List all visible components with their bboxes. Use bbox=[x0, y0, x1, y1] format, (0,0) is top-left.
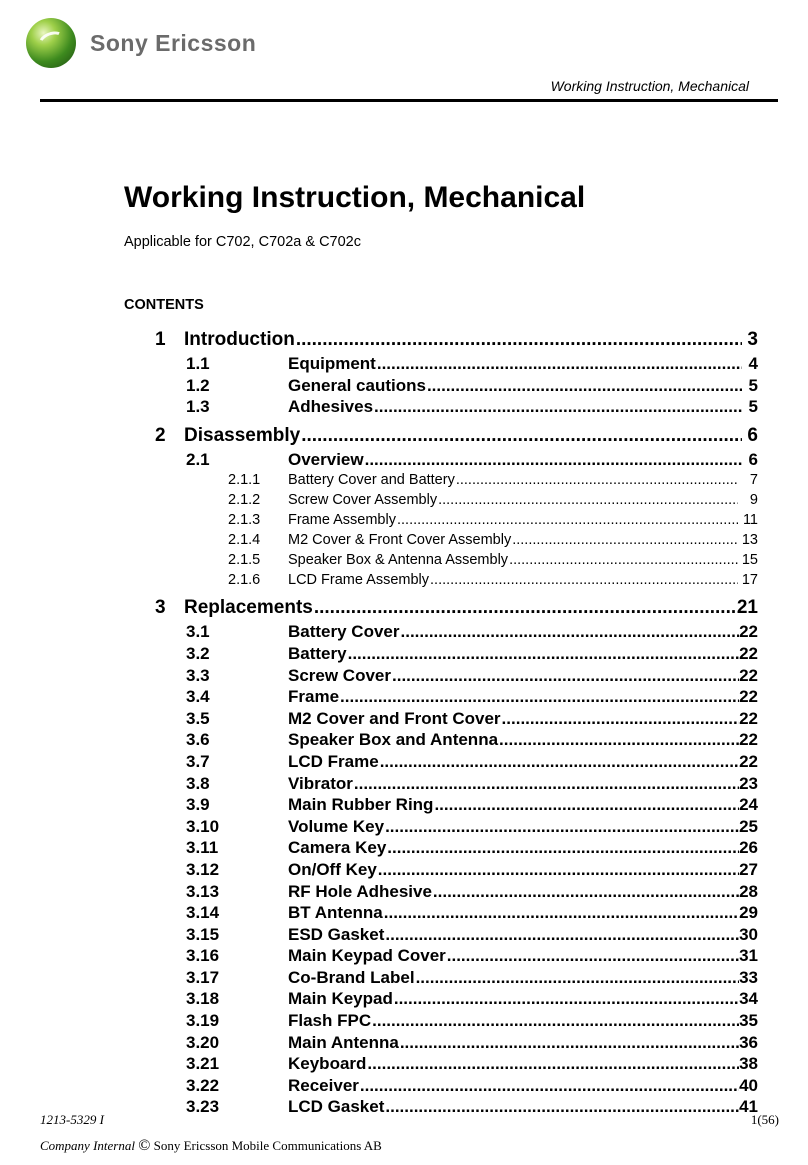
toc-entry-number: 1.1 bbox=[186, 354, 210, 373]
toc-entry-title: Overview bbox=[288, 449, 364, 469]
toc-entry-number: 3.22 bbox=[186, 1075, 220, 1095]
toc-entry-title-with-leader bbox=[288, 354, 742, 374]
toc-entry[interactable] bbox=[150, 902, 758, 924]
toc-entry[interactable] bbox=[150, 510, 758, 530]
toc-entry[interactable] bbox=[150, 449, 758, 471]
toc-entry[interactable] bbox=[150, 396, 758, 418]
toc-dot-leader bbox=[512, 532, 738, 548]
toc-entry-title-with-leader bbox=[288, 968, 742, 988]
toc-entry-page: 22 bbox=[739, 622, 758, 642]
toc-entry-page: 35 bbox=[739, 1011, 758, 1031]
toc-entry[interactable] bbox=[150, 924, 758, 946]
toc-entry-title: Battery Cover bbox=[288, 622, 400, 642]
toc-dot-leader bbox=[367, 1054, 742, 1074]
toc-entry-title: Volume Key bbox=[288, 816, 385, 836]
toc-entry-title: Main Rubber Ring bbox=[288, 795, 434, 815]
toc-dot-leader bbox=[400, 1033, 742, 1053]
toc-dot-leader bbox=[509, 552, 738, 568]
toc-entry[interactable] bbox=[150, 794, 758, 816]
toc-entry[interactable] bbox=[150, 530, 758, 550]
toc-entry-number: 3.12 bbox=[186, 859, 220, 879]
toc-entry-page: 6 bbox=[747, 424, 758, 446]
toc-entry[interactable] bbox=[150, 1075, 758, 1097]
toc-entry-page: 6 bbox=[748, 449, 758, 469]
toc-entry-title: Screw Cover Assembly bbox=[288, 492, 438, 509]
toc-entry-number: 3.8 bbox=[186, 773, 210, 793]
toc-dot-leader bbox=[377, 354, 742, 374]
toc-entry-title-with-leader bbox=[288, 376, 742, 396]
toc-entry-title: Screw Cover bbox=[288, 665, 391, 685]
toc-entry-page: 22 bbox=[739, 687, 758, 707]
toc-dot-leader bbox=[397, 512, 738, 528]
running-header-title: Working Instruction, Mechanical bbox=[550, 78, 749, 94]
toc-entry[interactable] bbox=[150, 967, 758, 989]
toc-entry-number: 3.20 bbox=[186, 1032, 220, 1052]
toc-entry-page: 13 bbox=[741, 532, 758, 549]
toc-entry-title: Battery Cover and Battery bbox=[288, 472, 455, 489]
toc-entry[interactable] bbox=[150, 353, 758, 375]
toc-entry-title: Receiver bbox=[288, 1075, 359, 1095]
toc-dot-leader bbox=[384, 903, 742, 923]
toc-entry-title: LCD Frame Assembly bbox=[288, 572, 430, 589]
toc-dot-leader bbox=[438, 492, 738, 508]
toc-entry-title: Replacements bbox=[184, 597, 313, 619]
toc-entry-page: 22 bbox=[739, 643, 758, 663]
toc-entry-number: 3.4 bbox=[186, 687, 210, 707]
toc-entry-title: Introduction bbox=[184, 329, 295, 350]
toc-entry-title: Main Keypad Cover bbox=[288, 946, 446, 966]
toc-dot-leader bbox=[430, 572, 738, 588]
toc-entry-title-with-leader bbox=[184, 597, 742, 619]
toc-entry-number: 3.3 bbox=[186, 665, 210, 685]
toc-entry-title-with-leader bbox=[288, 1076, 742, 1096]
toc-dot-leader bbox=[433, 882, 742, 902]
toc-entry-title-with-leader bbox=[184, 329, 742, 351]
toc-dot-leader bbox=[340, 687, 742, 707]
toc-entry-page: 22 bbox=[739, 751, 758, 771]
toc-entry-title: BT Antenna bbox=[288, 903, 383, 923]
toc-entry-title-with-leader bbox=[288, 838, 742, 858]
toc-entry[interactable] bbox=[150, 594, 758, 621]
toc-entry-title: LCD Frame bbox=[288, 751, 379, 771]
toc-dot-leader bbox=[380, 752, 742, 772]
toc-entry[interactable] bbox=[150, 550, 758, 570]
toc-dot-leader bbox=[502, 709, 742, 729]
toc-entry-title: Main Keypad bbox=[288, 989, 393, 1009]
toc-entry-page: 11 bbox=[742, 512, 758, 529]
toc-dot-leader bbox=[394, 989, 742, 1009]
toc-entry-title-with-leader bbox=[184, 425, 742, 447]
toc-dot-leader bbox=[385, 1097, 742, 1117]
toc-entry-number: 3.2 bbox=[186, 643, 210, 663]
toc-entry-page: 23 bbox=[739, 773, 758, 793]
toc-entry[interactable] bbox=[150, 708, 758, 730]
toc-entry-page: 29 bbox=[739, 903, 758, 923]
toc-entry-title-with-leader bbox=[288, 795, 742, 815]
toc-entry-page: 4 bbox=[748, 354, 758, 373]
toc-dot-leader bbox=[401, 622, 743, 642]
toc-entry[interactable] bbox=[150, 881, 758, 903]
toc-entry[interactable] bbox=[150, 1010, 758, 1032]
toc-entry-number: 3.21 bbox=[186, 1054, 220, 1074]
toc-entry[interactable] bbox=[150, 859, 758, 881]
toc-entry-page: 30 bbox=[739, 924, 758, 944]
toc-entry-number: 3 bbox=[155, 597, 166, 619]
toc-entry-title: M2 Cover & Front Cover Assembly bbox=[288, 532, 512, 549]
toc-entry-title: Flash FPC bbox=[288, 1011, 372, 1031]
toc-entry[interactable] bbox=[150, 490, 758, 510]
toc-entry[interactable] bbox=[150, 470, 758, 490]
toc-entry-number: 1.3 bbox=[186, 397, 210, 417]
toc-entry-title-with-leader bbox=[288, 1097, 742, 1117]
toc-dot-leader bbox=[374, 397, 742, 417]
document-title: Working Instruction, Mechanical bbox=[124, 181, 586, 214]
toc-entry-number: 3.16 bbox=[186, 946, 220, 966]
toc-entry-page: 7 bbox=[749, 472, 758, 489]
toc-entry-page: 38 bbox=[739, 1054, 758, 1074]
toc-entry[interactable] bbox=[150, 686, 758, 708]
toc-entry[interactable] bbox=[150, 570, 758, 590]
toc-dot-leader bbox=[385, 817, 742, 837]
toc-entry-title-with-leader bbox=[288, 644, 742, 664]
toc-entry-number: 1 bbox=[155, 329, 166, 350]
toc-entry-title-with-leader bbox=[288, 1011, 742, 1031]
toc-entry-page: 17 bbox=[741, 572, 758, 589]
toc-entry[interactable] bbox=[150, 773, 758, 795]
contents-heading: CONTENTS bbox=[124, 297, 204, 313]
toc-entry-title: Equipment bbox=[288, 354, 376, 373]
toc-entry-title: Vibrator bbox=[288, 773, 353, 793]
toc-entry-title-with-leader bbox=[288, 860, 742, 880]
toc-dot-leader bbox=[499, 730, 742, 750]
toc-entry-title-with-leader bbox=[288, 492, 738, 508]
footer-company-line bbox=[40, 1137, 382, 1155]
toc-entry-title-with-leader bbox=[288, 666, 742, 686]
toc-entry-number: 3.10 bbox=[186, 816, 220, 836]
toc-entry-number: 3.7 bbox=[186, 751, 210, 771]
toc-entry-title-with-leader bbox=[288, 709, 742, 729]
toc-entry[interactable] bbox=[150, 837, 758, 859]
toc-entry-title: Keyboard bbox=[288, 1054, 367, 1074]
toc-entry-page: 22 bbox=[739, 730, 758, 750]
toc-dot-leader bbox=[296, 329, 742, 351]
toc-entry-number: 1.2 bbox=[186, 375, 210, 395]
toc-entry-page: 34 bbox=[739, 989, 758, 1009]
toc-dot-leader bbox=[447, 946, 742, 966]
toc-dot-leader bbox=[314, 597, 742, 619]
toc-entry-title: On/Off Key bbox=[288, 859, 377, 879]
toc-entry-title-with-leader bbox=[288, 903, 742, 923]
toc-entry-title: Disassembly bbox=[184, 424, 301, 446]
toc-entry-title-with-leader bbox=[288, 882, 742, 902]
toc-entry-title: General cautions bbox=[288, 375, 426, 395]
toc-entry-page: 26 bbox=[739, 838, 758, 858]
toc-entry[interactable] bbox=[150, 1096, 758, 1118]
toc-entry-title: Co-Brand Label bbox=[288, 967, 415, 987]
toc-entry-number: 2.1.2 bbox=[228, 492, 261, 509]
toc-entry-title-with-leader bbox=[288, 1033, 742, 1053]
toc-entry-title-with-leader bbox=[288, 817, 742, 837]
toc-entry-number: 3.23 bbox=[186, 1097, 220, 1117]
toc-entry-title: Frame bbox=[288, 687, 340, 707]
copyright-symbol: © bbox=[138, 1137, 151, 1154]
table-of-contents bbox=[150, 326, 758, 1118]
toc-entry-page: 21 bbox=[736, 597, 758, 619]
toc-dot-leader bbox=[301, 425, 742, 447]
toc-entry-title: Camera Key bbox=[288, 838, 387, 858]
logo-text: Sony Ericsson bbox=[90, 29, 257, 56]
toc-entry[interactable] bbox=[150, 422, 758, 449]
toc-entry-title-with-leader bbox=[288, 572, 738, 588]
toc-entry-number: 3.15 bbox=[186, 924, 220, 944]
toc-entry-page: 28 bbox=[739, 881, 758, 901]
toc-entry-number: 3.6 bbox=[186, 730, 210, 750]
toc-entry-number: 2 bbox=[155, 424, 166, 446]
toc-dot-leader bbox=[392, 666, 742, 686]
toc-entry-number: 2.1.6 bbox=[228, 572, 261, 589]
toc-dot-leader bbox=[378, 860, 742, 880]
toc-entry[interactable] bbox=[150, 1032, 758, 1054]
toc-entry-number: 3.9 bbox=[186, 795, 210, 815]
applicable-models: Applicable for C702, C702a & C702c bbox=[124, 234, 361, 250]
toc-entry-title-with-leader bbox=[288, 687, 742, 707]
toc-entry[interactable] bbox=[150, 665, 758, 687]
toc-entry-page: 9 bbox=[749, 492, 758, 509]
toc-entry-title-with-leader bbox=[288, 774, 742, 794]
toc-entry[interactable] bbox=[150, 945, 758, 967]
toc-entry-title: Adhesives bbox=[288, 397, 374, 417]
toc-entry-number: 3.17 bbox=[186, 967, 220, 987]
toc-entry-page: 24 bbox=[739, 795, 758, 815]
toc-entry-page: 25 bbox=[739, 816, 758, 836]
toc-dot-leader bbox=[354, 774, 742, 794]
toc-entry-title: ESD Gasket bbox=[288, 924, 385, 944]
toc-entry-title-with-leader bbox=[288, 552, 738, 568]
sony-ericsson-logo bbox=[26, 18, 256, 68]
toc-entry-title-with-leader bbox=[288, 450, 742, 470]
header-divider bbox=[40, 99, 778, 102]
logo-sphere-icon bbox=[26, 18, 76, 68]
toc-dot-leader bbox=[387, 838, 742, 858]
toc-dot-leader bbox=[365, 450, 742, 470]
toc-entry[interactable] bbox=[150, 988, 758, 1010]
toc-dot-leader bbox=[456, 472, 738, 488]
toc-entry-number: 3.19 bbox=[186, 1011, 220, 1031]
toc-entry-number: 3.18 bbox=[186, 989, 220, 1009]
classification-label: Company Internal bbox=[40, 1138, 135, 1153]
toc-entry-number: 3.1 bbox=[186, 622, 210, 642]
toc-entry-title-with-leader bbox=[288, 622, 742, 642]
toc-entry-page: 22 bbox=[739, 665, 758, 685]
toc-entry-title: M2 Cover and Front Cover bbox=[288, 708, 501, 728]
toc-entry-number: 3.5 bbox=[186, 708, 210, 728]
toc-entry-number: 2.1 bbox=[186, 449, 210, 469]
toc-dot-leader bbox=[372, 1011, 742, 1031]
toc-entry-page: 40 bbox=[739, 1075, 758, 1095]
toc-entry[interactable] bbox=[150, 643, 758, 665]
toc-entry-page: 36 bbox=[739, 1032, 758, 1052]
toc-entry-title: LCD Gasket bbox=[288, 1097, 385, 1117]
toc-entry-title-with-leader bbox=[288, 925, 742, 945]
toc-entry[interactable] bbox=[150, 621, 758, 643]
toc-entry-title-with-leader bbox=[288, 512, 738, 528]
toc-entry-title: Main Antenna bbox=[288, 1032, 399, 1052]
toc-entry-title-with-leader bbox=[288, 946, 742, 966]
toc-entry[interactable] bbox=[150, 751, 758, 773]
toc-entry-page: 15 bbox=[741, 552, 758, 569]
toc-entry-page: 22 bbox=[739, 708, 758, 728]
toc-dot-leader bbox=[385, 925, 742, 945]
toc-entry-number: 3.11 bbox=[186, 838, 219, 858]
toc-dot-leader bbox=[427, 376, 742, 396]
toc-entry-title-with-leader bbox=[288, 397, 742, 417]
toc-entry-number: 2.1.4 bbox=[228, 532, 261, 549]
toc-entry-page: 3 bbox=[747, 329, 758, 350]
toc-entry-number: 2.1.3 bbox=[228, 512, 261, 529]
toc-dot-leader bbox=[348, 644, 742, 664]
toc-entry-page: 33 bbox=[739, 967, 758, 987]
toc-entry-number: 2.1.1 bbox=[228, 472, 261, 489]
toc-entry[interactable] bbox=[150, 1053, 758, 1075]
toc-entry-title-with-leader bbox=[288, 752, 742, 772]
page-indicator: 1(56) bbox=[750, 1112, 779, 1127]
toc-entry[interactable] bbox=[150, 375, 758, 397]
document-number: 1213-5329 I bbox=[40, 1112, 104, 1127]
toc-entry[interactable] bbox=[150, 326, 758, 353]
toc-dot-leader bbox=[360, 1076, 742, 1096]
toc-entry-number: 3.13 bbox=[186, 881, 220, 901]
toc-entry-title-with-leader bbox=[288, 730, 742, 750]
toc-entry[interactable] bbox=[150, 729, 758, 751]
toc-entry-title: Frame Assembly bbox=[288, 512, 396, 529]
toc-entry[interactable] bbox=[150, 816, 758, 838]
toc-entry-page: 31 bbox=[739, 946, 758, 966]
toc-entry-title: Speaker Box & Antenna Assembly bbox=[288, 552, 509, 569]
toc-entry-title: Battery bbox=[288, 643, 347, 663]
toc-entry-number: 2.1.5 bbox=[228, 552, 261, 569]
toc-entry-title: Speaker Box and Antenna bbox=[288, 730, 499, 750]
toc-entry-title-with-leader bbox=[288, 472, 738, 488]
toc-entry-title-with-leader bbox=[288, 532, 738, 548]
toc-dot-leader bbox=[416, 968, 742, 988]
toc-entry-page: 5 bbox=[748, 375, 758, 395]
toc-entry-page: 41 bbox=[739, 1097, 758, 1117]
toc-entry-page: 5 bbox=[748, 397, 758, 417]
toc-entry-title-with-leader bbox=[288, 1054, 742, 1074]
toc-entry-page: 27 bbox=[739, 859, 758, 879]
toc-dot-leader bbox=[434, 795, 742, 815]
toc-entry-title-with-leader bbox=[288, 989, 742, 1009]
toc-entry-number: 3.14 bbox=[186, 903, 220, 923]
toc-entry-title: RF Hole Adhesive bbox=[288, 881, 432, 901]
company-name: Sony Ericsson Mobile Communications AB bbox=[153, 1138, 382, 1153]
